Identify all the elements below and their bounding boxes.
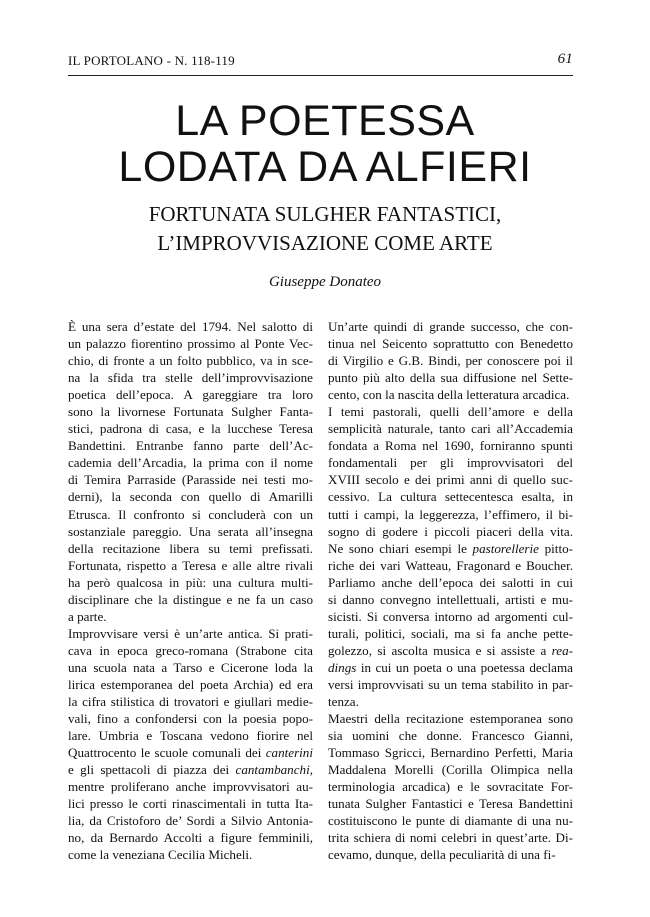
text-line: tunata Sulgher Fantastici e Teresa Bandettini [328,796,573,812]
text-line: Tommaso Sgricci, Bernardino Perfetti, Maria [328,745,573,761]
text-line: cava in epoca greco-romana (Strabone cita [68,642,313,658]
author-byline: Giuseppe Donateo [268,274,382,290]
text-line: di Temira Parraside (Parasside nei testi mo- [68,472,313,488]
text-line: stici, padrona di casa, e la lucchese Teresa [68,421,313,437]
text-line: derni), la seconda con quello di Amarilli [68,489,313,505]
text-line: dings in cui un poeta o una poetessa declama [328,659,573,675]
text-line: Bandettini. Entranbe fanno parte dell’Ac- [68,438,313,454]
text-line: fondata a Roma nel 1690, forniranno spunti [328,438,573,454]
header-rule [68,75,573,76]
text-line: sia uomini che donne. Francesco Gianni, [328,728,573,744]
text-line: lici presso le corti rinascimentali in tutta Ita- [68,796,313,812]
body-column-left [68,318,313,864]
text-line: fondamentali per gli improvvisatori del [328,455,573,471]
text-line: trita schiera di nomi celebri in quest’arte. Di- [328,830,573,846]
text-line: si danno convegno intellettuali, artisti e mu- [328,591,573,607]
text-line: sogno di godere i piccoli piaceri della vita. [328,523,573,539]
text-line: versi improvvisati su un tema stabilito in par- [328,676,573,692]
text-line: cento, con la nascita della letteratura arcadica. [328,387,570,403]
text-line: cademia dell’Arcadia, la prima con il nome [68,455,313,471]
text-line: tutti i campi, la leggerezza, l’effimero, il bi- [328,506,573,522]
text-line: come la veneziana Cecilia Micheli. [68,847,253,863]
subtitle-line-2: L’IMPROVVISAZIONE COME ARTE [157,231,493,255]
text-line: una scuola nata a Tarso e Cicerone loda la [68,659,313,675]
text-line: la cifra stilistica di trovatori e giullari medie- [68,694,313,710]
text-line: punto più alto della sua diffusione nel Sette- [328,370,573,386]
text-line: Un’arte quindi di grande successo, che con- [328,319,573,334]
text-line: semplicità naturale, tanto cari all’Accademia [328,421,573,437]
text-line: Improvvisare versi è un’arte antica. Si prati- [68,625,313,641]
text-line: lia, da Cristoforo de’ Sordi a Silvio Antonia- [68,813,313,829]
text-line: sostanziale pareggio. Una serata all’insegna [68,523,313,539]
text-line: sono la livornese Fortunata Sulgher Fanta- [68,404,313,420]
text-line: turali, politici, sociali, ma si fa anche pette- [328,625,573,641]
subtitle-line-1: FORTUNATA SULGHER FANTASTICI, [148,202,502,226]
text-line: Quattrocento le scuole comunali dei canterini [68,745,313,761]
text-line: riche dei vari Watteau, Fragonard e Boucher. [328,557,573,573]
text-line: sicisti. Si conversa intorno ad argomenti cul- [328,608,573,624]
text-line: lare. Umbria e Toscana vedono fiorire nel [68,728,313,744]
text-line: della recitazione libera su temi prefissati. [68,540,313,556]
text-line: di Virgilio e G.B. Bindi, per conoscere poi il [328,353,573,369]
text-line: na la sfida tra stelle dell’improvvisazione [68,370,313,386]
text-line: XVIII secolo e dei primi anni di quello suc- [328,472,573,488]
text-line: Parliamo anche dell’epoca dei salotti in cui [328,574,573,590]
text-line: I temi pastorali, quelli dell’amore e della [328,404,573,420]
text-line: tinua nel Seicento soprattutto con Benedetto [328,336,573,352]
article-subtitle [40,200,610,258]
text-line: un palazzo fiorentino prossimo al Ponte Vec- [68,336,313,352]
journal-title: IL PORTOLANO - N. 118-119 [68,53,235,68]
text-line: Maddalena Morelli (Corilla Olimpica nella [328,762,573,778]
text-line: mentre proliferano anche improvvisatori au- [68,779,313,795]
running-head [68,51,573,71]
title-line-2: LODATA DA ALFIERI [118,143,532,191]
text-line: ha però qualcosa in più: una cultura multi- [68,574,313,590]
text-line: costituiscono le punte di diamante di una nu- [328,813,573,829]
text-line: cevamo, dunque, della peculiarità di una fi- [328,847,556,863]
text-line: È una sera d’estate del 1794. Nel salotto di [68,319,313,334]
text-line: tenza. [328,694,359,710]
text-line: disciplinare che la distingue e ne fa un caso [68,591,313,607]
text-line: chio, di fronte a un folto pubblico, va in sce- [68,353,313,369]
text-line: lirica estemporanea del poeta Archia) ed era [68,676,313,692]
title-line-1: LA POETESSA [175,97,475,145]
text-line: Ne sono chiari esempi le pastorellerie pitto- [328,540,573,556]
text-line: e gli spettacoli di piazza dei cantambanchi, [68,762,313,778]
text-line: cessivo. La cultura settecentesca esalta, in [328,489,573,505]
text-line: a parte. [68,608,107,624]
article-title [40,98,610,190]
body-column-right [328,318,573,864]
page-number: 61 [557,51,573,67]
text-line: no, da Bernardo Accolti a figure femminili, [68,830,313,846]
text-line: Etrusca. Il confronto si concluderà con un [68,506,313,522]
text-line: Fortunata, rispetto a Teresa e alle altre rivali [68,557,313,573]
text-line: golezzo, si ascolta musica e si assiste a rea- [328,642,573,658]
text-line: Maestri della recitazione estemporanea sono [328,711,573,727]
text-line: vali, fino a confondersi con la poesia popo- [68,711,313,727]
text-line: terminologia arcadica) e le sovracitate For- [328,779,573,795]
text-line: poetica dell’epoca. A gareggiare tra loro [68,387,313,403]
